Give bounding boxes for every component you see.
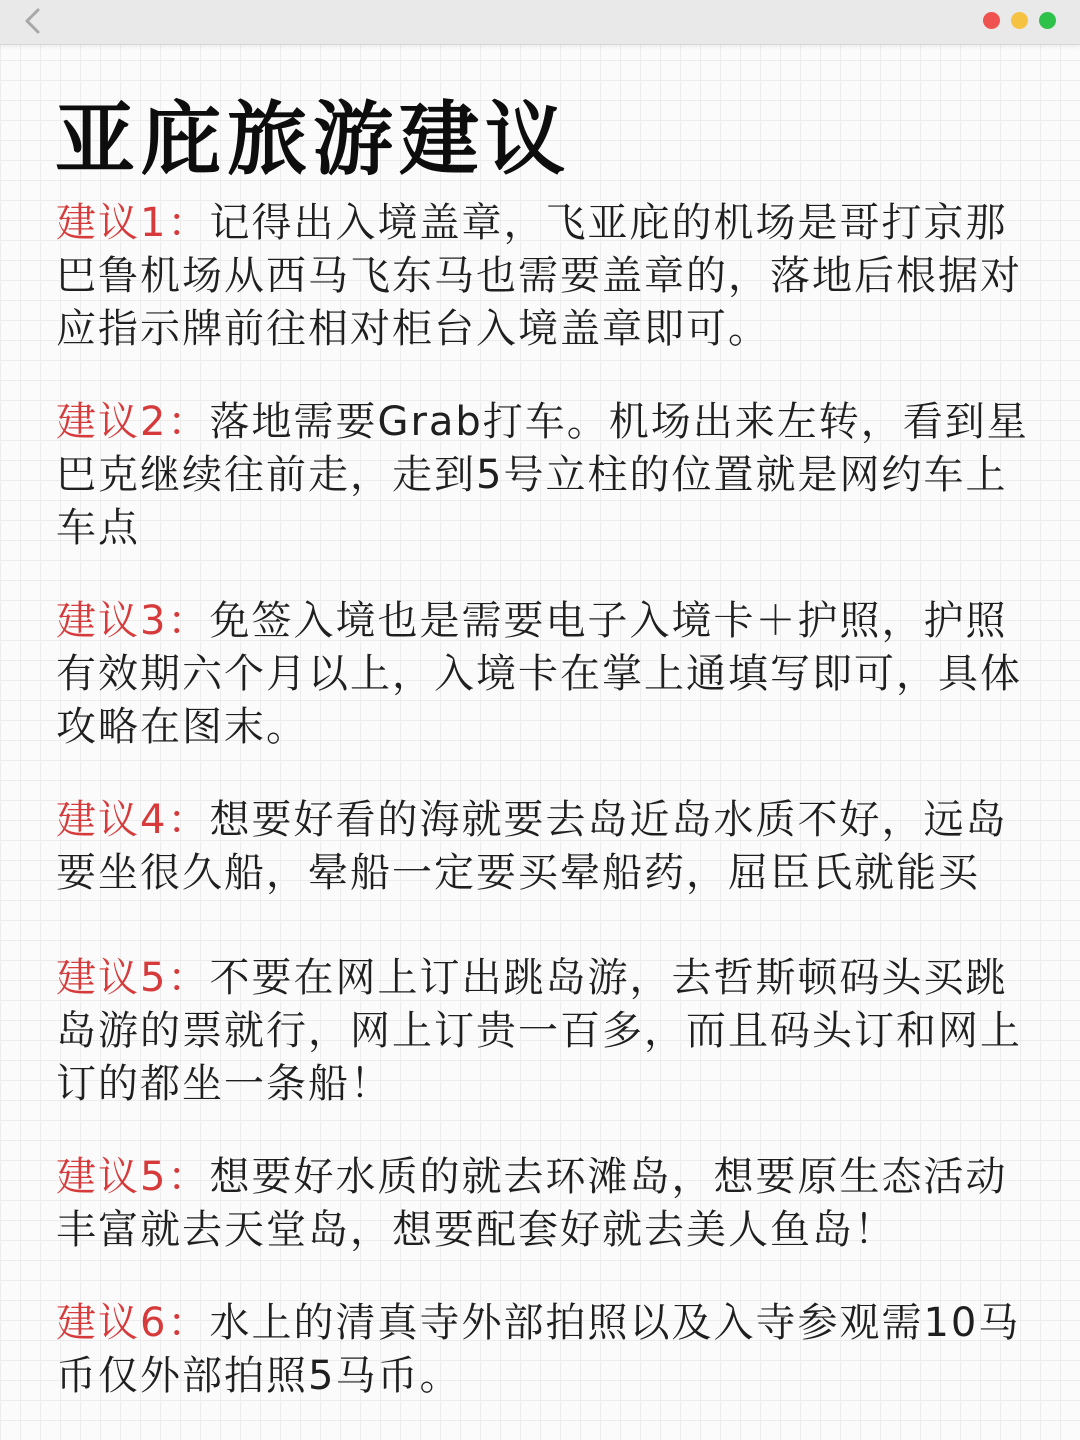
tip-text: 免签入境也是需要电子入境卡＋护照，护照有效期六个月以上，入境卡在掌上通填写即可，具体攻略在图末。 [56, 598, 1022, 750]
tip-text: 落地需要Grab打车。机场出来左转，看到星巴克继续往前走，走到5号立柱的位置就是网约车上车点 [56, 399, 1029, 551]
page-title: 亚庇旅游建议 [55, 93, 571, 186]
close-dot-icon[interactable] [983, 12, 1000, 29]
maximize-dot-icon[interactable] [1039, 12, 1056, 29]
tip-label: 建议5： [56, 955, 210, 1001]
minimize-dot-icon[interactable] [1011, 12, 1028, 29]
tip-1 [56, 197, 1046, 356]
tip-2 [56, 396, 1046, 555]
tip-label: 建议1： [56, 200, 210, 246]
tip-label: 建议4： [56, 797, 210, 843]
tip-text: 想要好看的海就要去岛近岛水质不好，远岛要坐很久船，晕船一定要买晕船药，屈臣氏就能买 [56, 797, 1008, 896]
chevron-left-icon[interactable] [18, 6, 48, 36]
tip-label: 建议3： [56, 598, 210, 644]
tip-7 [56, 1297, 1046, 1403]
tip-4 [56, 794, 1046, 900]
tip-label: 建议5： [56, 1154, 210, 1200]
tip-text: 不要在网上订出跳岛游，去哲斯顿码头买跳岛游的票就行，网上订贵一百多，而且码头订和网上订的都坐一条船！ [56, 955, 1022, 1107]
window-controls [983, 12, 1056, 29]
tip-text: 记得出入境盖章，飞亚庇的机场是哥打京那巴鲁机场从西马飞东马也需要盖章的，落地后根据对应指示牌前往相对柜台入境盖章即可。 [56, 200, 1022, 352]
tip-text: 水上的清真寺外部拍照以及入寺参观需10马币仅外部拍照5马币。 [56, 1300, 1021, 1399]
tip-text: 想要好水质的就去环滩岛，想要原生态活动丰富就去天堂岛，想要配套好就去美人鱼岛！ [56, 1154, 1008, 1253]
tip-5 [56, 952, 1046, 1111]
tip-label: 建议2： [56, 399, 210, 445]
tip-label: 建议6： [56, 1300, 210, 1346]
tip-3 [56, 595, 1046, 754]
window-top-bar [0, 0, 1080, 45]
tip-6 [56, 1151, 1046, 1257]
